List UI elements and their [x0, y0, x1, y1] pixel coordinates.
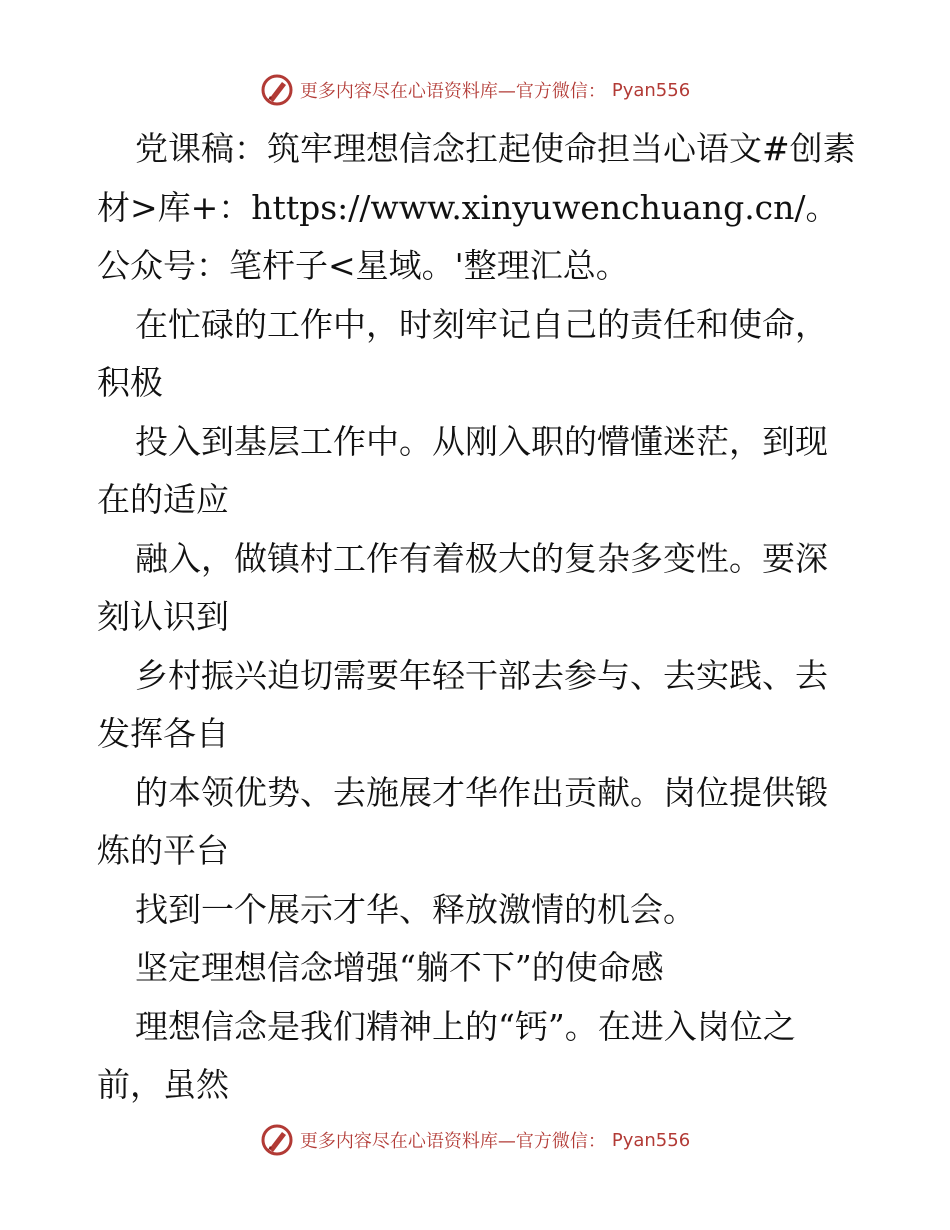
paragraph: 融入，做镇村工作有着极大的复杂多变性。要深刻认识到 — [97, 538, 828, 636]
wechat-id: Pyan556 — [611, 1129, 691, 1151]
pen-circle-logo-icon — [260, 1123, 294, 1157]
header-banner — [0, 70, 950, 110]
banner-text: 更多内容尽在心语资料库—官方微信： — [299, 1131, 606, 1152]
section-heading: 坚定理想信念增强“躺不下”的使命感 — [135, 948, 664, 987]
paragraph: 乡村振兴迫切需要年轻干部去参与、去实践、去发挥各自 — [97, 655, 828, 753]
paragraph-title: 党课稿：筑牢理想信念扛起使命担当心语文#创素材>库+：https://www.xinyuwenchuang.cn/。公众号：笔杆子<星域。'整理汇总。 — [97, 129, 856, 285]
paragraph: 投入到基层工作中。从刚入职的懵懂迷茫，到现在的适应 — [97, 421, 828, 519]
paragraph: 在忙碌的工作中，时刻牢记自己的责任和使命，积极 — [97, 304, 828, 402]
banner-text: 更多内容尽在心语资料库—官方微信： — [299, 81, 606, 102]
paragraph: 理想信念是我们精神上的“钙”。在进入岗位之前，虽然 — [97, 1006, 796, 1104]
pen-circle-logo-icon — [260, 73, 294, 107]
footer-banner — [0, 1120, 950, 1160]
paragraph: 找到一个展示才华、释放激情的机会。 — [135, 889, 696, 929]
wechat-id: Pyan556 — [611, 79, 691, 101]
paragraph: 的本领优势、去施展才华作出贡献。岗位提供锻炼的平台 — [97, 772, 828, 870]
document-body — [97, 120, 857, 1115]
